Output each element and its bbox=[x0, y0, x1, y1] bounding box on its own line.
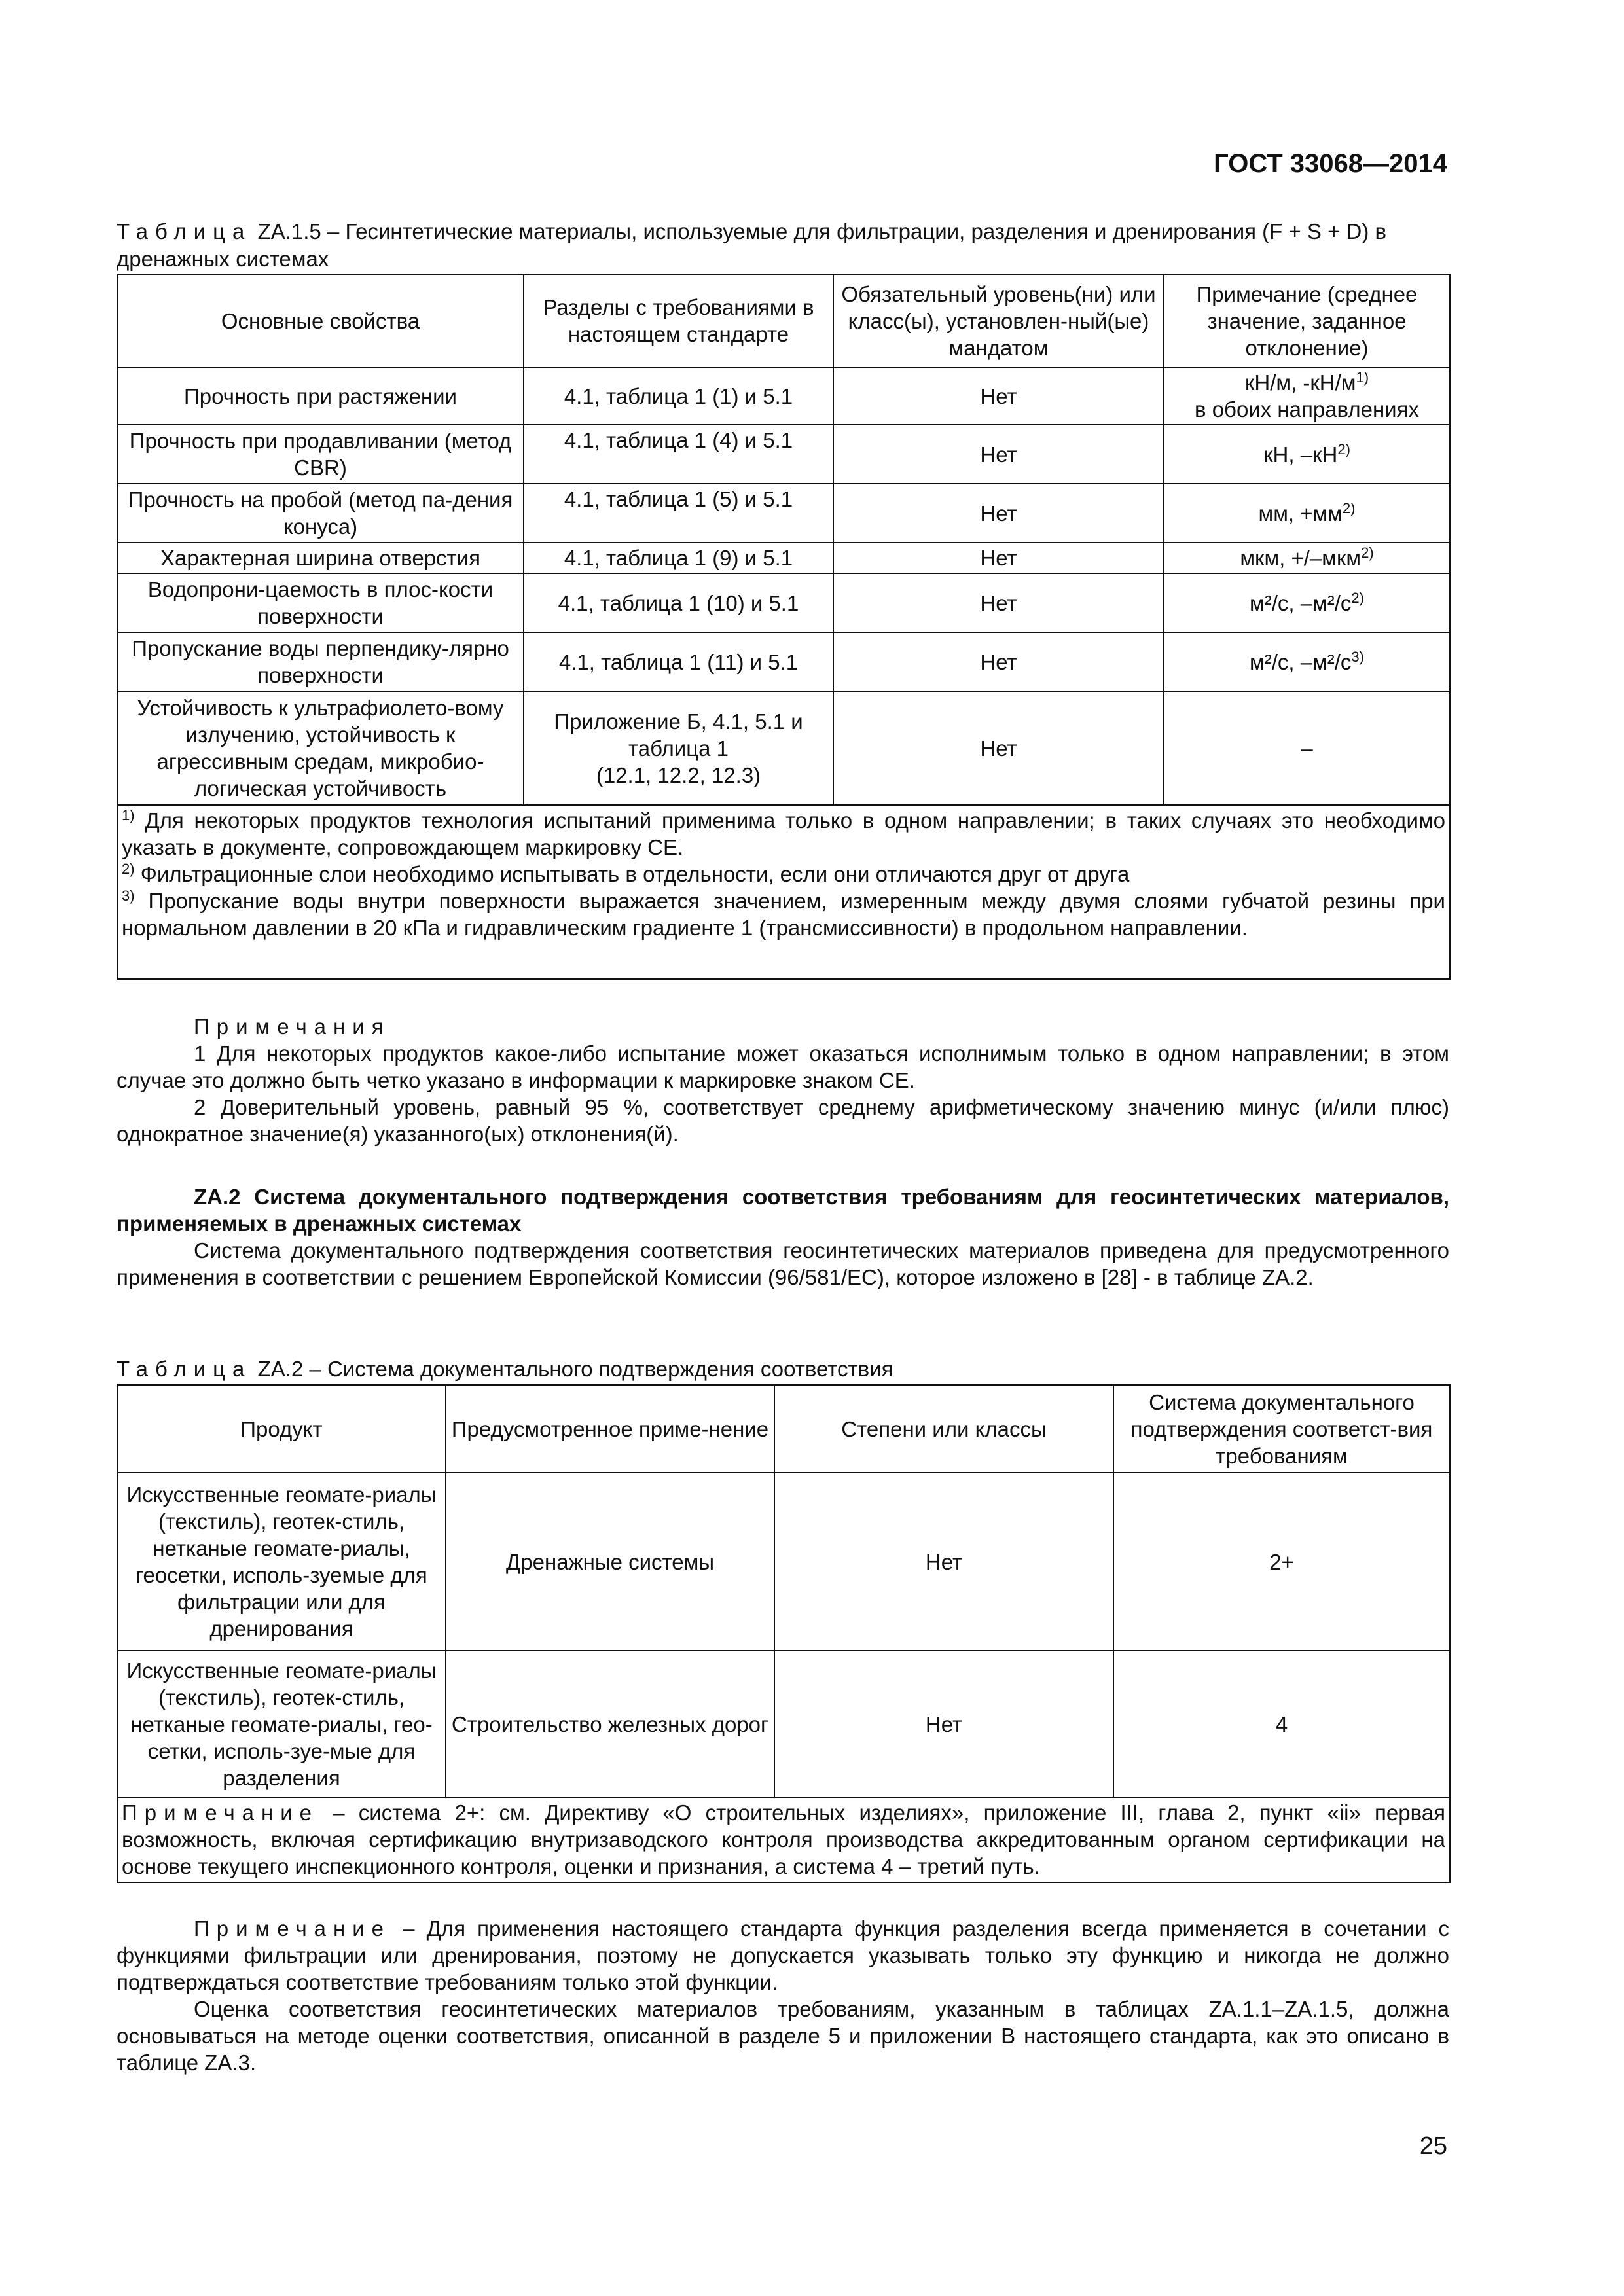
footnote-mark: 3) bbox=[122, 888, 135, 904]
table2 bbox=[117, 1384, 1451, 1883]
table1-footnotes-row bbox=[117, 805, 1450, 979]
table1-cell-level: Нет bbox=[833, 573, 1164, 632]
table1-cell-note bbox=[1164, 425, 1450, 484]
table-row bbox=[117, 543, 1450, 573]
table-row bbox=[117, 425, 1450, 484]
table1-cell-property: Устойчивость к ультрафиолето-вому излучению, устойчивость к агрессивным средам, микробио-логическая устойчивость bbox=[117, 691, 524, 805]
footnote-text: Для некоторых продуктов технология испытаний применима только в одном направлении; в таких случаях это необходимо указать в документе, сопровождающем маркировку CE. bbox=[122, 808, 1446, 859]
table2-note bbox=[117, 1797, 1450, 1882]
table2-note-row bbox=[117, 1797, 1450, 1882]
note-item: 2 Доверительный уровень, равный 95 %, соответствует среднему арифметическому значению минус (и/или плюс) однократное значение(я) указанного(ых) отклонения(й). bbox=[117, 1095, 1449, 1146]
table1-caption bbox=[117, 218, 1449, 273]
sections-line: Приложение Б, 4.1, 5.1 и таблица 1 bbox=[554, 709, 803, 761]
footnote bbox=[122, 861, 1445, 888]
document-header: ГОСТ 33068—2014 bbox=[1214, 149, 1447, 178]
footnote-ref: 1) bbox=[1356, 369, 1369, 386]
table1-cell-level: Нет bbox=[833, 484, 1164, 543]
note-extra: в обоих направлениях bbox=[1195, 397, 1419, 422]
table1-cell-sections: 4.1, таблица 1 (5) и 5.1 bbox=[524, 484, 833, 543]
table1-footnotes bbox=[117, 805, 1450, 979]
page-number: 25 bbox=[1419, 2132, 1447, 2160]
table2-note-word: Примечание bbox=[122, 1801, 319, 1825]
section-za2 bbox=[117, 1183, 1449, 1291]
table1-cell-sections bbox=[524, 691, 833, 805]
footnote-ref: 3) bbox=[1351, 648, 1364, 665]
table2-cell-system: 4 bbox=[1113, 1651, 1450, 1797]
footnote-ref: 2) bbox=[1351, 589, 1364, 606]
table1-cell-note bbox=[1164, 484, 1450, 543]
table2-cell-product: Искусственные геомате-риалы (текстиль), геотек-стиль, нетканые геомате-риалы, гео-сетки, исполь-зуе-мые для разделения bbox=[117, 1651, 446, 1797]
table1 bbox=[117, 274, 1451, 980]
table1-cell-level: Нет bbox=[833, 632, 1164, 691]
section-body: Система документального подтверждения соответствия геосинтетических материалов приведена для предусмотренного применения в соответствии с решением Европейской Комиссии (96/581/EC), которое изложено в [28] - в таблице ZA.2. bbox=[117, 1238, 1449, 1289]
footnote-mark: 1) bbox=[122, 807, 135, 823]
table1-cell-level: Нет bbox=[833, 367, 1164, 425]
footnote-text: Фильтрационные слои необходимо испытывать в отдельности, если они отличаются друг от друга bbox=[140, 862, 1130, 886]
table2-caption bbox=[117, 1355, 1449, 1383]
table1-cell-note bbox=[1164, 543, 1450, 573]
table-row bbox=[117, 1473, 1450, 1651]
table1-cell-level: Нет bbox=[833, 691, 1164, 805]
footnote-ref: 2) bbox=[1361, 545, 1374, 561]
table2-note-text: – система 2+: см. Директиву «О строительных изделиях», приложение III, глава 2, пункт «ii» первая возможность, включая сертификацию внутризаводского контроля производства аккредитованным органом сертификации на основе текущего инспекционного контроля, оценки и признания, а система 4 – третий путь. bbox=[122, 1801, 1445, 1878]
table2-header-system: Система документального подтверждения соответст-вия требованиям bbox=[1113, 1385, 1450, 1473]
final-paragraph: Оценка соответствия геосинтетических материалов требованиям, указанным в таблицах ZA.1.1–ZA.1.5, должна основываться на методе оценки соответствия, описанной в разделе 5 и приложении В настоящего стандарта, как это описано в таблице ZA.3. bbox=[117, 1997, 1449, 2075]
table2-cell-classes: Нет bbox=[774, 1473, 1113, 1651]
table2-caption-text: ZA.2 – Система документального подтверждения соответствия bbox=[257, 1357, 893, 1381]
table1-caption-word: Таблица bbox=[117, 219, 252, 243]
final-note-word: Примечание bbox=[194, 1916, 391, 1941]
table-row bbox=[117, 1651, 1450, 1797]
table1-cell-level: Нет bbox=[833, 543, 1164, 573]
note-value: кН/м, -кН/м bbox=[1244, 370, 1356, 395]
table2-cell-use: Строительство железных дорог bbox=[446, 1651, 774, 1797]
note-value: м²/с, –м²/с bbox=[1250, 649, 1352, 674]
note-item: 1 Для некоторых продуктов какое-либо испытание может оказаться исполнимым только в одном направлении; в этом случае это должно быть четко указано в информации к маркировке знаком CE. bbox=[117, 1041, 1449, 1092]
note-value: кН, –кН bbox=[1263, 442, 1338, 467]
table2-caption-word: Таблица bbox=[117, 1357, 252, 1381]
table-row bbox=[117, 632, 1450, 691]
table2-header-classes: Степени или классы bbox=[774, 1385, 1113, 1473]
table1-cell-property: Прочность при продавливании (метод CBR) bbox=[117, 425, 524, 484]
notes-block bbox=[117, 1013, 1449, 1147]
table1-cell-property: Пропускание воды перпендику-лярно поверхности bbox=[117, 632, 524, 691]
table1-cell-property: Прочность на пробой (метод па-дения конуса) bbox=[117, 484, 524, 543]
table1-cell-sections: 4.1, таблица 1 (11) и 5.1 bbox=[524, 632, 833, 691]
table1-caption-text: ZA.1.5 – Гесинтетические материалы, используемые для фильтрации, разделения и дренирования (F + S + D) в дренажных системах bbox=[117, 219, 1387, 271]
table1-header-sections: Разделы с требованиями в настоящем стандарте bbox=[524, 274, 833, 367]
final-block bbox=[117, 1915, 1449, 2076]
final-note-text: – Для применения настоящего стандарта функция разделения всегда применяется в сочетании с функциями фильтрации или дренирования, поэтому не допускается указывать только эту функцию и никогда не должно подтверждаться соответствие требованиям только этой функции. bbox=[117, 1916, 1449, 1994]
table2-cell-use: Дренажные системы bbox=[446, 1473, 774, 1651]
table-row bbox=[117, 367, 1450, 425]
footnote bbox=[122, 888, 1445, 941]
table1-cell-sections: 4.1, таблица 1 (4) и 5.1 bbox=[524, 425, 833, 484]
footnote-text: Пропускание воды внутри поверхности выражается значением, измеренным между двумя слоями губчатой резины при нормальном давлении в 20 кПа и гидравлическим градиенте 1 (трансмиссивности) в продольном направлении. bbox=[122, 889, 1445, 940]
table1-cell-note bbox=[1164, 573, 1450, 632]
table1-cell-sections: 4.1, таблица 1 (10) и 5.1 bbox=[524, 573, 833, 632]
note-value: м²/с, –м²/с bbox=[1250, 590, 1352, 615]
table1-cell-property: Прочность при растяжении bbox=[117, 367, 524, 425]
table-row bbox=[117, 484, 1450, 543]
table2-header-product: Продукт bbox=[117, 1385, 446, 1473]
table2-header-use: Предусмотренное приме-нение bbox=[446, 1385, 774, 1473]
table2-cell-classes: Нет bbox=[774, 1651, 1113, 1797]
table1-header-row bbox=[117, 274, 1450, 367]
table1-cell-sections: 4.1, таблица 1 (1) и 5.1 bbox=[524, 367, 833, 425]
section-heading: ZA.2 Система документального подтверждения соответствия требованиям для геосинтетических материалов, применяемых в дренажных системах bbox=[117, 1185, 1449, 1236]
table-row bbox=[117, 691, 1450, 805]
footnote-ref: 2) bbox=[1337, 440, 1350, 457]
table-row bbox=[117, 573, 1450, 632]
final-note bbox=[117, 1915, 1449, 1996]
note-value: мкм, +/–мкм bbox=[1240, 546, 1362, 570]
table1-cell-level: Нет bbox=[833, 425, 1164, 484]
table1-cell-note bbox=[1164, 367, 1450, 425]
table1-header-note: Примечание (среднее значение, заданное отклонение) bbox=[1164, 274, 1450, 367]
table1-cell-note bbox=[1164, 632, 1450, 691]
footnote-mark: 2) bbox=[122, 861, 135, 877]
table1-cell-sections: 4.1, таблица 1 (9) и 5.1 bbox=[524, 543, 833, 573]
note-value: мм, +мм bbox=[1258, 501, 1343, 526]
notes-title: Примечания bbox=[194, 1014, 391, 1039]
table1-header-level: Обязательный уровень(ни) или класс(ы), установлен-ный(ые) мандатом bbox=[833, 274, 1164, 367]
table1-cell-property: Характерная ширина отверстия bbox=[117, 543, 524, 573]
sections-line: (12.1, 12.2, 12.3) bbox=[596, 762, 761, 787]
table2-header-row bbox=[117, 1385, 1450, 1473]
table1-cell-note: – bbox=[1164, 691, 1450, 805]
table2-cell-product: Искусственные геомате-риалы (текстиль), геотек-стиль, нетканые геомате-риалы, геосетки, исполь-зуемые для фильтрации или для дренирования bbox=[117, 1473, 446, 1651]
table1-header-properties: Основные свойства bbox=[117, 274, 524, 367]
footnote-ref: 2) bbox=[1342, 499, 1356, 516]
table1-cell-property: Водопрони-цаемость в плос-кости поверхности bbox=[117, 573, 524, 632]
footnote bbox=[122, 807, 1445, 861]
table2-cell-system: 2+ bbox=[1113, 1473, 1450, 1651]
